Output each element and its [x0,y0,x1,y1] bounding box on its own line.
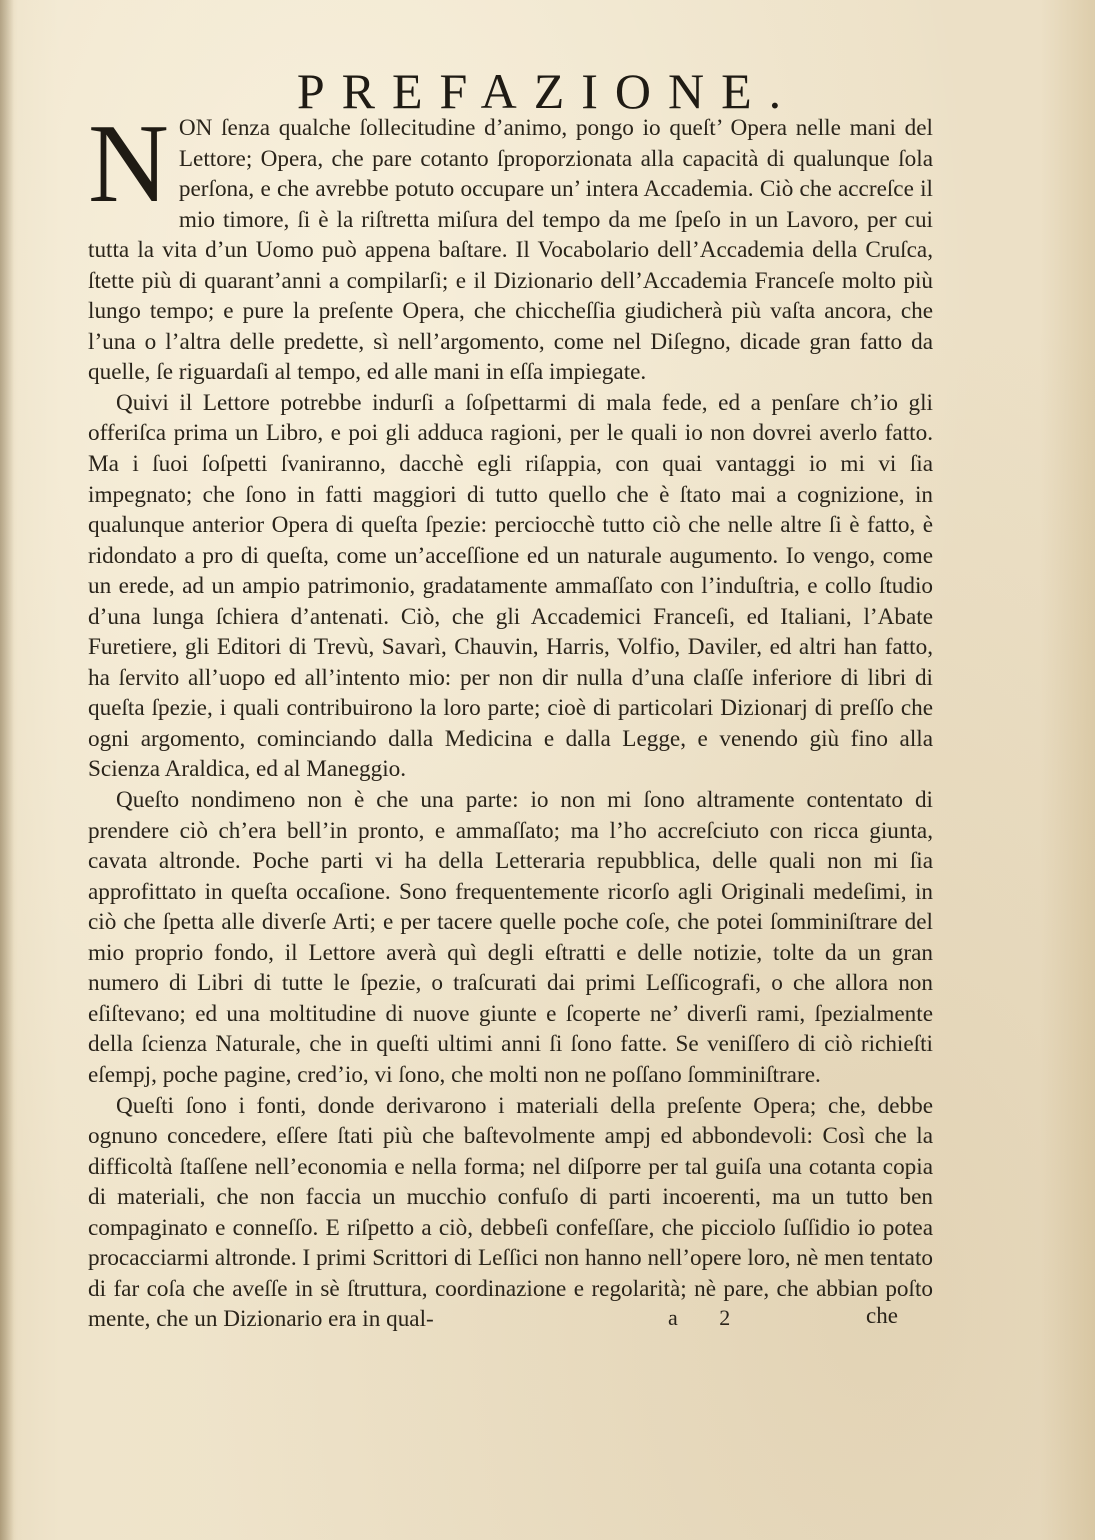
drop-cap-initial: N [88,102,169,226]
paragraph-2: Quivi il Lettore potrebbe indurſi a ſoſpettarmi di mala fede, ed a penſare ch’io gli offeriſca prima un Libro, e poi gli adduca ragioni, per le quali io non dovrei averlo fatto. Ma i ſuoi ſoſpetti ſvaniranno, dacchè egli riſappia, con quai vantaggi io mi vi ſia impegnato; che ſono in fatti maggiori di tutto quello che è ſtato mai a cognizione, in qualunque anterior Opera di queſta ſpezie: perciocchè tutto ciò che nelle altre ſi è fatto, è ridondato a pro di queſta, come un’acceſſione ed un naturale augumento. Io vengo, come un erede, ad un ampio patrimonio, gradatamente ammaſſato con l’induſtria, e collo ſtudio d’una lunga ſchiera d’antenati. Ciò, che gli Accademici Franceſi, ed Italiani, l’Abate Furetiere, gli Editori di Trevù, Savarì, Chauvin, Harris, Volfio, Daviler, ed altri han fatto, ha ſervito all’uopo ed all’intento mio: per non dir nulla d’una claſſe inferiore di libri di queſta ſpezie, i quali contribuirono la loro parte; cioè di particolari Dizionarj di preſſo che ogni argomento, cominciando dalla Medicina e dalla Legge, e venendo giù fino alla Scienza Araldica, ed al Maneggio. [88,389,933,783]
paragraph-4: Queſti ſono i fonti, donde derivarono i materiali della preſente Opera; che, debbe ognuno concedere, eſſere ſtati più che baſtevolmente ampj ed abbondevoli: Così che la difficoltà ſtaſſene nell’economia e nella forma; nel diſporre per tal guiſa una cotanta copia di materiali, che non faccia un mucchio confuſo di parti incoerenti, ma un tutto ben compaginato e conneſſo. E riſpetto a ciò, debbeſi confeſſare, che picciolo ſuſſidio io potea procacciarmi altronde. I primi Scrittori di Leſſici non hanno nell’opere loro, nè men tentato di far coſa che aveſſe in sè ſtruttura, coordinazione e regolarità; nè pare, che abbian poſto mente, che un Dizionario era in qual- [88,1092,933,1333]
paragraph-1-text: ON ſenza qualche ſollecitudine d’animo, pongo io queſt’ Opera nelle mani del Lettore; Opera, che pare cotanto ſproporzionata alla capacità di qualunque ſola perſona, e che avrebbe potuto occupare un’ intera Accademia. Ciò che accreſce il mio timore, ſi è la riſtretta miſura del tempo da me ſpeſo in un Lavoro, per cui tutta la vita d’un Uomo può appena baſtare. Il Vocabolario dell’Accademia della Cruſca, ſtette più di quarant’anni a compilarſi; e il Dizionario dell’Accademia Franceſe molto più lungo tempo; e pure la preſente Opera, che chiccheſſia giudicherà più vaſta ancora, che l’una o l’altra delle predette, sì nell’argomento, come nel Diſegno, dicade gran fatto da quelle, ſe riguardaſi al tempo, ed alle mani in eſſa impiegate. [88,115,933,386]
signature-mark: a 2 [668,1305,749,1330]
page-spine-shadow [0,0,14,1540]
page-title: PREFAZIONE. [296,63,799,119]
preface-text [88,102,933,1335]
catchword: che [866,1303,898,1328]
paragraph-3: Queſto nondimeno non è che una parte: io non mi ſono altramente contentato di prendere ciò ch’era bell’in pronto, e ammaſſato; ma l’ho accreſciuto con ricca giunta, cavata altronde. Poche parti vi ha della Letteraria repubblica, delle quali non mi ſia approfittato in queſta occaſione. Sono frequentemente ricorſo agli Originali medeſimi, in ciò che ſpetta alle diverſe Arti; e per tacere quelle poche coſe, che potei ſomminiſtrare del mio proprio fondo, il Lettore averà quì degli eſtratti e delle notizie, tolte da un gran numero di Libri di tutte le ſpezie, o traſcurati dai primi Leſſicografi, o che allora non eſiſtevano; ed una moltitudine di nuove giunte e ſcoperte ne’ diverſi rami, ſpezialmente della ſcienza Naturale, che in queſti ultimi anni ſi ſono fatte. Se veniſſero di ciò richieſti eſempj, poche pagine, cred’io, vi ſono, che molti non ne poſſano ſomminiſtrare. [88,787,933,1088]
paragraph-1 [88,102,933,388]
